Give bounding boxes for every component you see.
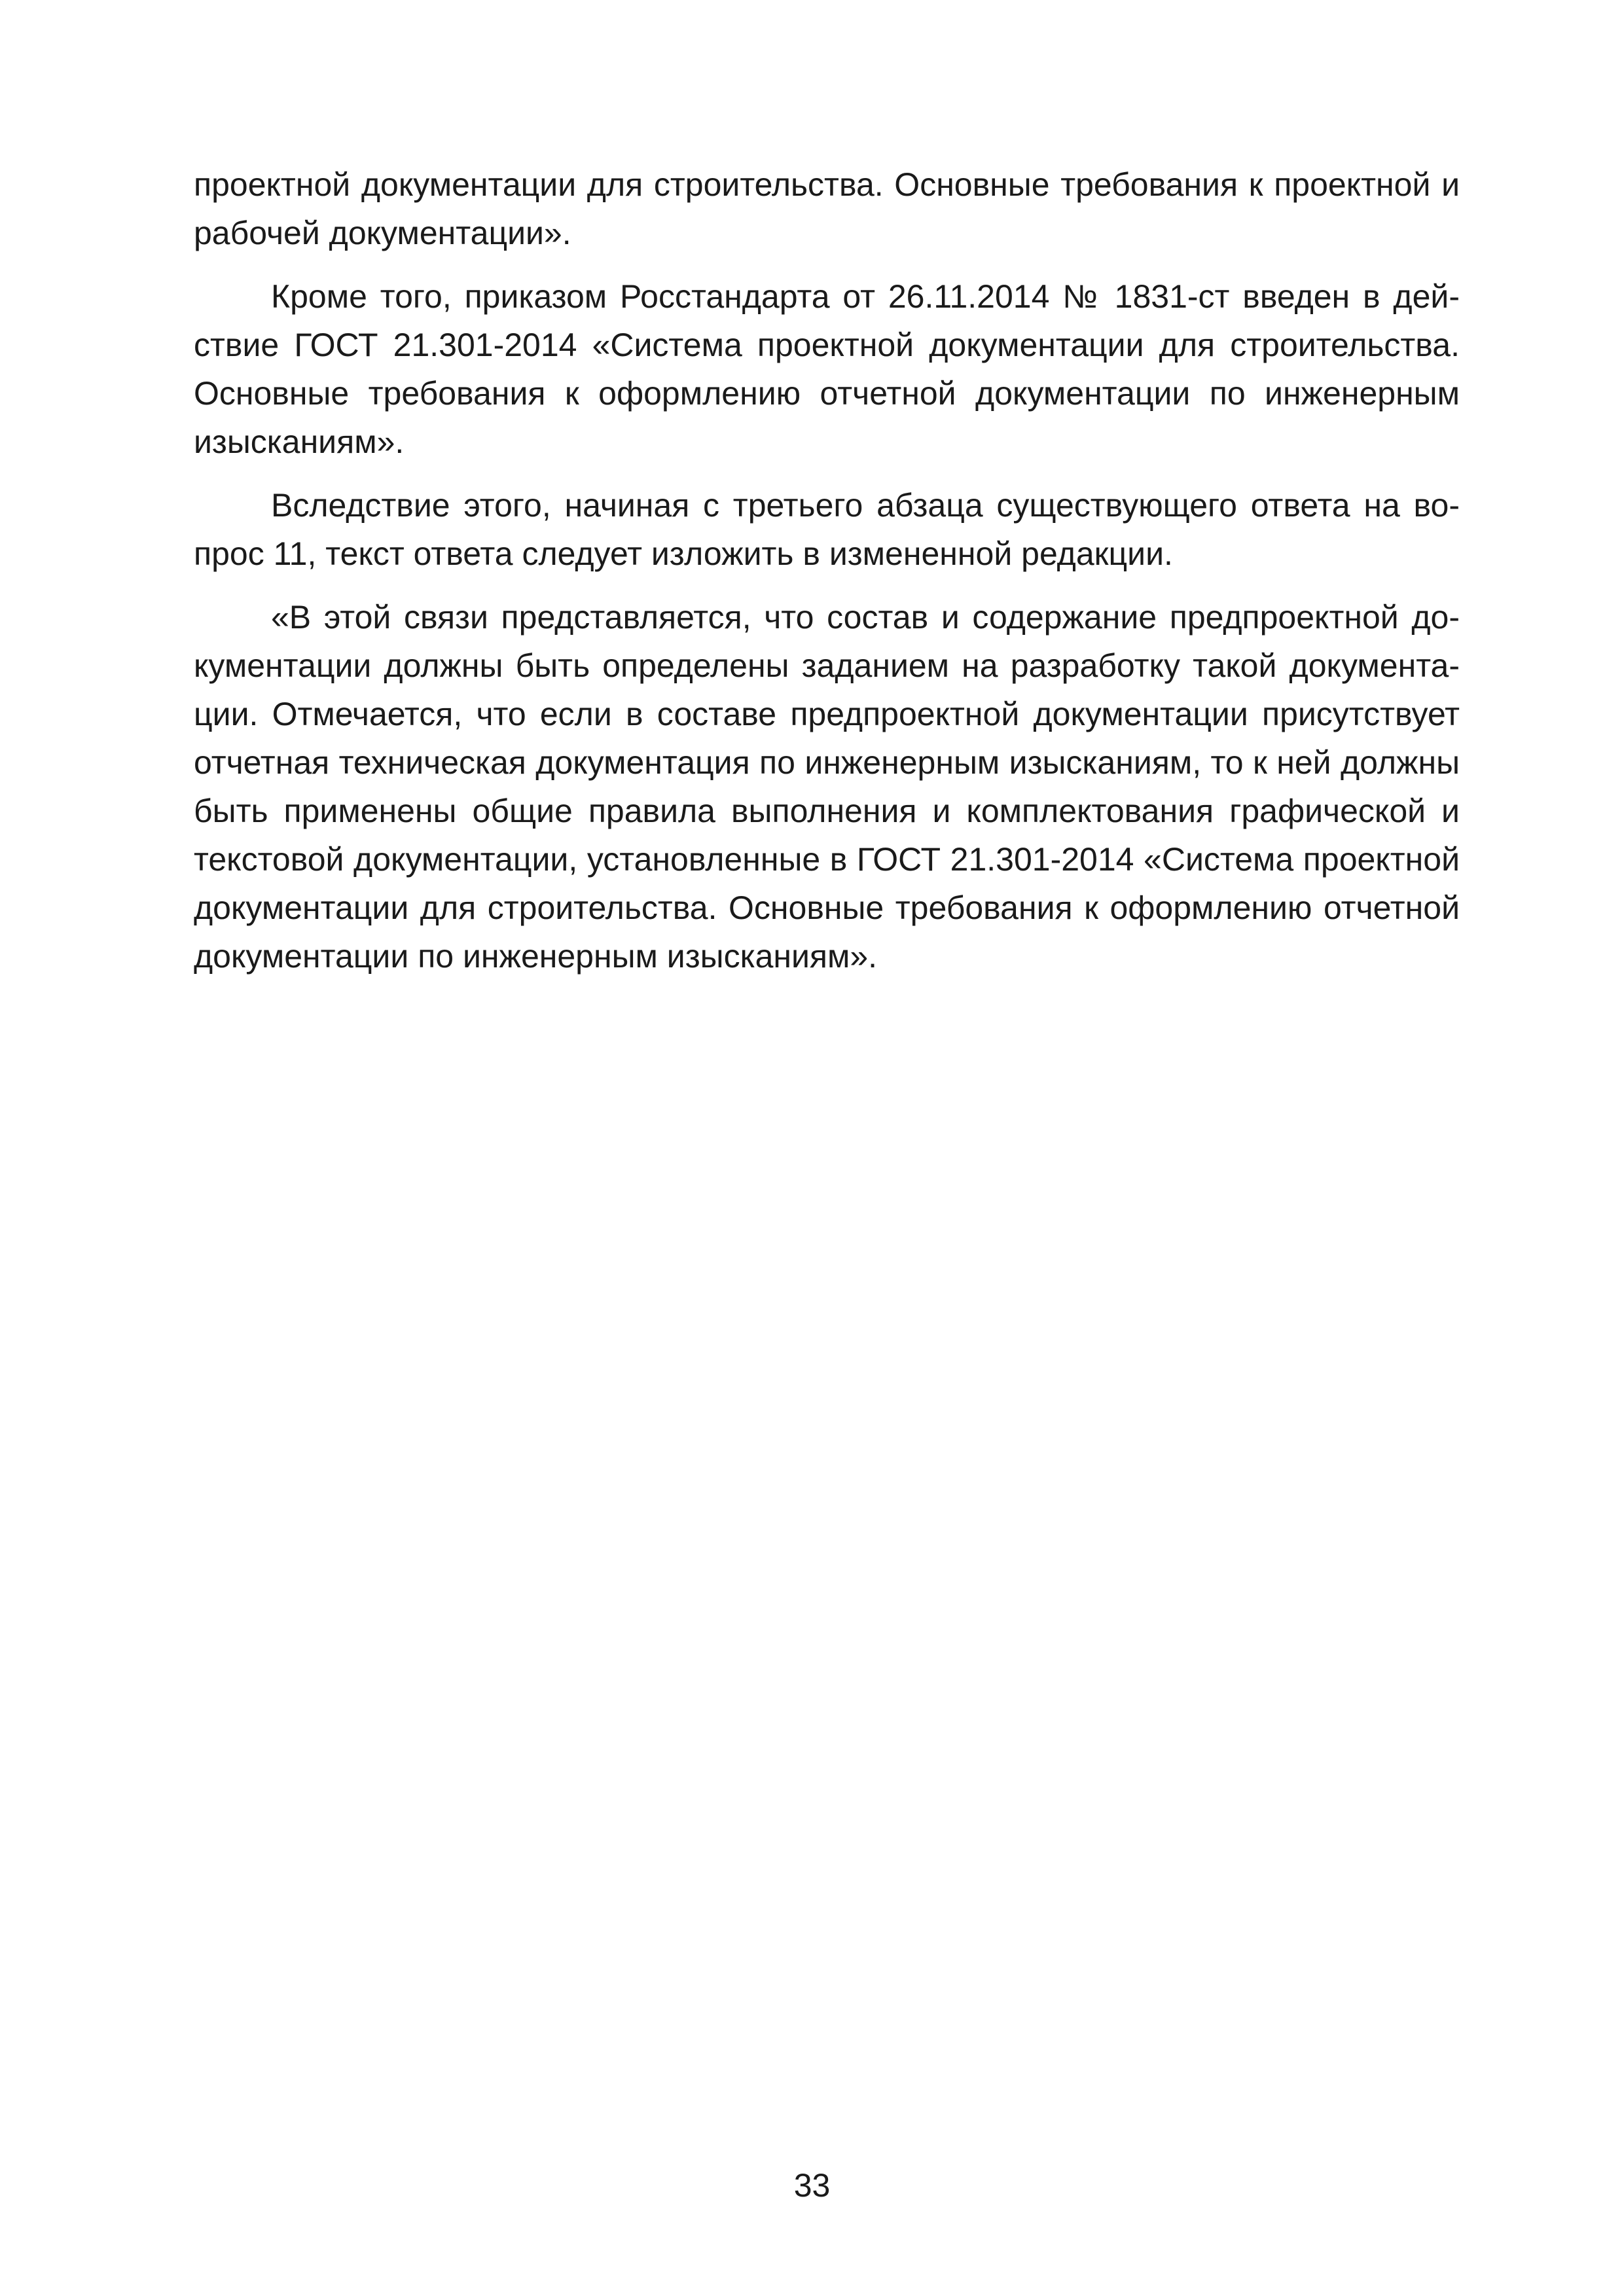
page-number: 33 [793,2167,831,2204]
body-text [194,160,1460,996]
paragraph-continuation: проектной документации для строительства. Основные требования к проектной и рабочей документации». [194,166,1460,251]
paragraph-quoted-answer: «В этой связи представляется, что состав и содержание предпроектной документации должны быть определены заданием на разработку такой документации. Отмечается, что если в составе предпроектной документации присутствует отчетная техническая документация по инженерным изысканиям, то к ней должны быть применены общие правила выполнения и комплектования графической и текстовой документации, установленные в ГОСТ 21.301-2014 «Система проектной документации для строительства. Основные требования к оформлению отчетной документации по инженерным изысканиям». [194,599,1460,975]
paragraph-gost-introduction: Кроме того, приказом Росстандарта от 26.11.2014 № 1831-ст введен в действие ГОСТ 21.301-2014 «Система проектной документации для строительства. Основные требования к оформлению отчетной документации по инженерным изысканиям». [194,278,1460,460]
paragraph-answer-change: Вследствие этого, начиная с третьего абзаца существующего ответа на вопрос 11, текст ответа следует изложить в измененной редакции. [194,487,1460,572]
